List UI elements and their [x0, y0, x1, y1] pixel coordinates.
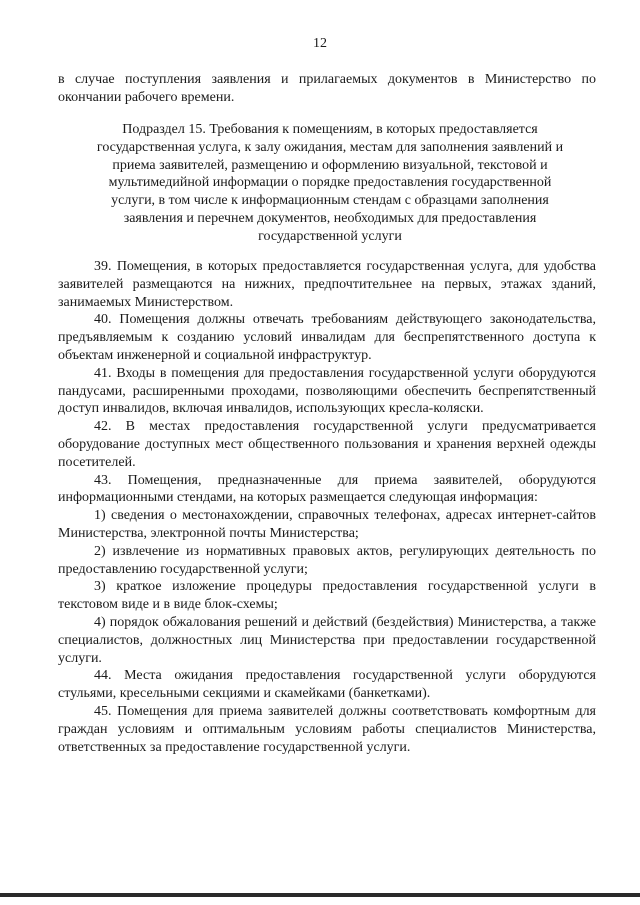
list-item-4: 4) порядок обжалования решений и действий (бездействия) Министерства, а также специалистов, должностных лиц Министерства при предоставлении государственной услуги.: [58, 614, 596, 666]
paragraph-43: 43. Помещения, предназначенные для приема заявителей, оборудуются информационными стендами, на которых размещается следующая информация:: [58, 472, 596, 506]
heading-line: услуги, в том числе к информационным стендам с образцами заполнения: [111, 193, 549, 209]
paragraph-41: 41. Входы в помещения для предоставления государственной услуги оборудуются пандусами, расширенными проходами, позволяющими обеспечить беспрепятственный доступ инвалидов, включая инвалидов, использующих кресла-коляски.: [58, 365, 596, 417]
heading-line: государственной услуги: [258, 228, 402, 244]
intro-paragraph: в случае поступления заявления и прилагаемых документов в Министерство по окончании рабочего времени.: [58, 72, 596, 105]
paragraph-39: 39. Помещения, в которых предоставляется государственная услуга, для удобства заявителей размещаются на нижних, предпочтительнее на первых, этажах зданий, занимаемых Министерством.: [58, 259, 596, 310]
scan-bottom-edge: [0, 893, 640, 897]
paragraph-42: 42. В местах предоставления государственной услуги предусматривается оборудование доступных мест общественного пользования и хранения верхней одежды посетителей.: [58, 419, 596, 470]
heading-line: заявления и перечнем документов, необходимых для предоставления: [123, 210, 537, 226]
intro-text: [58, 71, 596, 107]
body-text: [58, 258, 596, 756]
heading-line: государственная услуга, к залу ожидания, местам для заполнения заявлений и: [96, 139, 564, 155]
list-item-1: 1) сведения о местонахождении, справочных телефонах, адресах интернет-сайтов Министерства, электронной почты Министерства;: [58, 508, 596, 541]
paragraph-45: 45. Помещения для приема заявителей должны соответствовать комфортным для граждан условиям и оптимальным условиям работы специалистов Министерства, ответственных за предоставление государственной услуги.: [58, 703, 596, 755]
list-item-3: 3) краткое изложение процедуры предоставления государственной услуги в текстовом виде и в виде блок-схемы;: [58, 579, 596, 613]
heading-line: мультимедийной информации о порядке предоставления государственной: [108, 175, 552, 191]
list-item-2: 2) извлечение из нормативных правовых актов, регулирующих деятельность по предоставлению государственной услуги;: [58, 543, 596, 577]
section-heading: [70, 121, 590, 246]
page-number: 12: [313, 36, 327, 51]
heading-line: приема заявителей, размещению и оформлению визуальной, текстовой и: [112, 157, 548, 173]
paragraph-40: 40. Помещения должны отвечать требованиям действующего законодательства, предъявляемым к созданию условий инвалидам для беспрепятственного доступа к объектам инженерной и социальной инфраструктур.: [58, 312, 596, 363]
paragraph-44: 44. Места ожидания предоставления государственной услуги оборудуются стульями, кресельными секциями и скамейками (банкетками).: [58, 668, 596, 702]
heading-line: Подраздел 15. Требования к помещениям, в которых предоставляется: [122, 122, 538, 137]
